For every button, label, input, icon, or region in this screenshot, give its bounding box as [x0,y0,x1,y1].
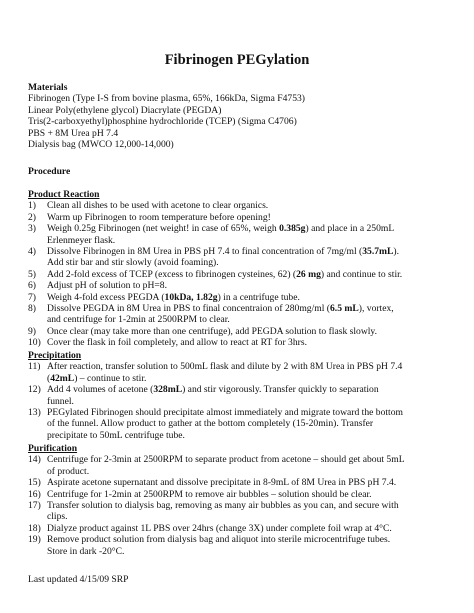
purification-steps [28,454,458,557]
step-item [28,269,458,280]
step-number: 2) [28,211,36,223]
step-item [28,212,458,223]
materials-item: Tris(2-carboxyethyl)phosphine hydrochloride (TCEP) (Sigma C4706) [28,116,297,128]
product-reaction-section [28,189,458,349]
step-number: 1) [28,200,36,212]
step-item [28,384,458,407]
step-text-continued: Add stir bar and stir slowly (avoid foaming). [47,257,219,269]
step-text-continued: of the funnel. Allow product to gather at the bottom completely (15-20min). Transfer [47,418,374,430]
precipitation-steps [28,361,458,441]
step-item [28,489,458,500]
step-number: 5) [28,268,36,280]
step-text: Add 4 volumes of acetone (328mL) and stir vigorously. Transfer quickly to separation [47,384,379,396]
step-text: Once clear (may take more than one centrifuge), add PEGDA solution to flask slowly. [47,325,377,337]
step-number: 14) [28,454,41,466]
purification-section [28,443,458,557]
step-number: 3) [28,223,36,235]
step-number: 19) [28,534,41,546]
step-text: Adjust pH of solution to pH=8. [47,280,168,292]
precipitation-section [28,350,458,441]
product-reaction-steps [28,200,458,348]
step-text: Aspirate acetone supernatant and dissolve precipitate in 8-9mL of 8M Urea in PBS pH 7.4. [47,477,397,489]
step-text: Dissolve PEGDA in 8M Urea in PBS to final concentraion of 280mg/ml (6.5 mL), vortex, [47,303,394,315]
step-number: 12) [28,384,41,396]
step-item [28,454,458,477]
step-item [28,280,458,291]
step-number: 8) [28,303,36,315]
step-item [28,223,458,246]
step-text: Transfer solution to dialysis bag, removing as many air bubbles as you can, and secure with [47,500,399,512]
step-number: 11) [28,361,41,373]
step-number: 4) [28,246,36,258]
step-number: 18) [28,522,41,534]
document-title: Fibrinogen PEGylation [164,52,310,68]
step-number: 16) [28,488,41,500]
step-item [28,500,458,523]
step-item [28,326,458,337]
step-item [28,534,458,557]
step-text: After reaction, transfer solution to 500mL flask and dilute by 2 with 8M Urea in PBS pH 7.4 [47,361,403,373]
step-number: 9) [28,325,36,337]
step-item [28,246,458,269]
step-item [28,292,458,303]
step-text-continued: (42mL) – continue to stir. [47,372,147,384]
procedure-heading: Procedure [28,166,71,177]
materials-item: Fibrinogen (Type I-S from bovine plasma, 65%, 166kDa, Sigma F4753) [28,93,305,105]
step-text-continued: and centrifuge for 1-2min at 2500RPM to clear. [47,314,230,326]
step-text: Clean all dishes to be used with acetone to clear organics. [47,200,269,212]
materials-item: Dialysis bag (MWCO 12,000-14,000) [28,139,174,151]
footer-last-updated: Last updated 4/15/09 SRP [28,574,129,585]
step-text: Weigh 4-fold excess PEGDA (10kDa, 1.82g) in a centrifuge tube. [47,291,300,303]
step-text: Weigh 0.25g Fibrinogen (net weight! in case of 65%, weigh 0.385g) and place in a 250mL [47,223,395,235]
step-number: 13) [28,407,41,419]
product-reaction-heading: Product Reaction [28,189,100,200]
step-item [28,407,458,441]
materials-item: PBS + 8M Urea pH 7.4 [28,127,119,139]
step-text: Add 2-fold excess of TCEP (excess to fibrinogen cysteines, 62) (26 mg) and continue to stir. [47,268,403,280]
step-item [28,361,458,384]
step-text: Dissolve Fibrinogen in 8M Urea in PBS pH 7.4 to final concentration of 7mg/ml (35.7mL). [47,246,400,258]
materials-item: Linear Poly(ethylene glycol) Diacrylate (PEGDA) [28,104,222,116]
step-text-continued: Store in dark -20°C. [47,545,125,557]
step-number: 15) [28,477,41,489]
procedure-section [28,166,458,177]
materials-heading: Materials [28,82,68,93]
step-item [28,337,458,348]
materials-section [28,82,458,150]
step-text-continued: of product. [47,465,90,477]
purification-heading: Purification [28,443,78,454]
step-text: Remove product solution from dialysis bag and aliquot into sterile microcentrifuge tubes. [47,534,391,546]
step-item [28,303,458,326]
step-text-continued: funnel. [47,395,74,407]
step-text-continued: Erlenmeyer flask. [47,234,116,246]
step-text-continued: clips. [47,511,68,523]
step-text: Centrifuge for 2-3min at 2500RPM to separate product from acetone – should get about 5mL [47,454,405,466]
step-text: Centrifuge for 1-2min at 2500RPM to remove air bubbles – solution should be clear. [47,488,372,500]
step-number: 7) [28,291,36,303]
step-text-continued: precipitate to 50mL centrifuge tube. [47,429,185,441]
step-text: Cover the flask in foil completely, and allow to react at RT for 3hrs. [47,337,307,349]
step-number: 10) [28,337,41,349]
step-number: 6) [28,280,36,292]
step-number: 17) [28,500,41,512]
step-item [28,477,458,488]
step-item [28,523,458,534]
step-item [28,200,458,211]
step-text: Warm up Fibrinogen to room temperature before opening! [47,211,271,223]
step-text: PEGylated Fibrinogen should precipitate almost immediately and migrate toward the bottom [47,407,403,419]
step-text: Dialyze product against 1L PBS over 24hrs (change 3X) under complete foil wrap at 4°C. [47,522,392,534]
precipitation-heading: Precipitation [28,350,82,361]
